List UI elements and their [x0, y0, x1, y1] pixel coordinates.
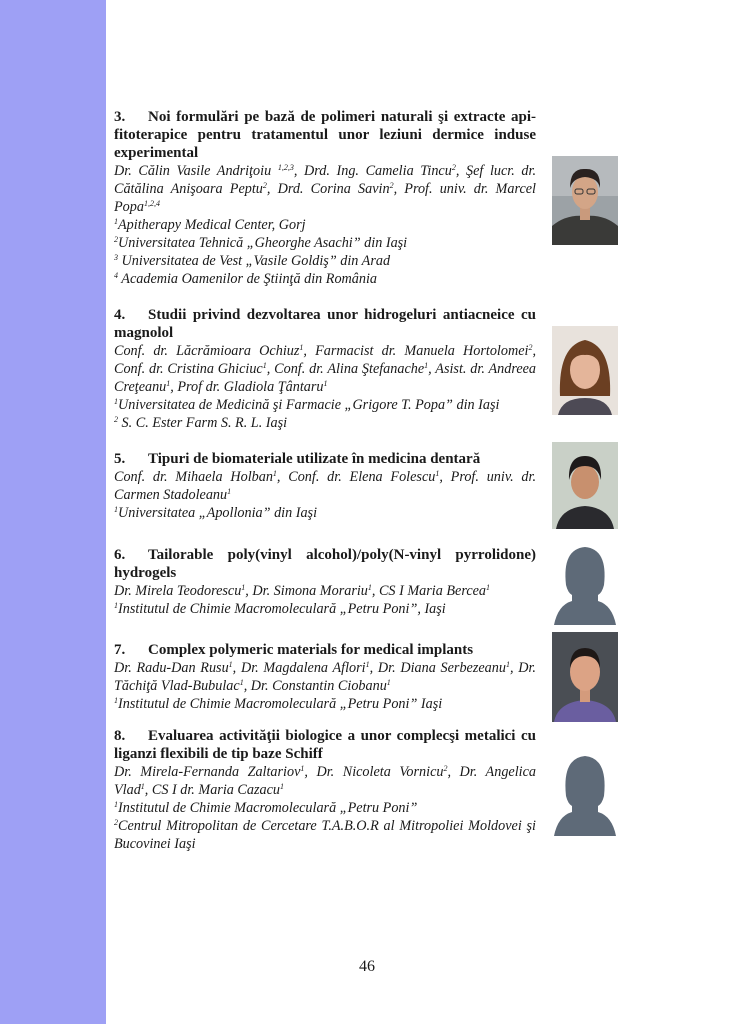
- affiliation: $^2$Universitatea Tehnică „Gheorghe Asachi” din Iaşi: [114, 235, 408, 251]
- affiliation: $^1$Universitatea de Medicină şi Farmacie „Grigore T. Popa” din Iaşi: [114, 397, 500, 413]
- entry-authors: Dr. Călin Vasile Andriţoiu $^{1,2,3}$, Drd. Ing. Camelia Tincu$^2$, Şef lucr. dr. Cătălina Anişoara Peptu$^2$, Drd. Corina Savin$^2$, Prof. univ. dr. Marcel Popa$^{1,2,4}$: [114, 163, 537, 215]
- author: , Farmacist dr. Manuela Hortolomei: [303, 343, 529, 359]
- author-photo: [552, 326, 618, 415]
- entry-number: 4.: [114, 307, 126, 323]
- affiliation: $^1$Universitatea „Apollonia” din Iaşi: [114, 505, 318, 521]
- author: , Dr. Nicoleta Vornicu: [304, 764, 444, 780]
- silhouette-placeholder-icon: [552, 746, 618, 836]
- author: , Dr. Constantin Ciobanu: [243, 678, 387, 694]
- entry-4: [114, 306, 536, 432]
- entry-title-text: Studii privind dezvoltarea unor hidrogeluri antiacneice cu magnolol: [114, 307, 536, 341]
- entry-number: 8.: [114, 728, 126, 744]
- author: , Prof dr. Gladiola Ţântaru: [170, 379, 324, 395]
- entry-authors: Dr. Mirela Teodorescu$^1$, Dr. Simona Morariu$^1$, CS I Maria Bercea$^1$: [114, 583, 491, 599]
- author: , Drd. Corina Savin: [266, 181, 390, 197]
- author: , Dr. Simona Morariu: [245, 583, 368, 599]
- entry-authors: Conf. dr. Lăcrămioara Ochiuz$^1$, Farmacist dr. Manuela Hortolomei$^2$, Conf. dr. Cristina Ghiciuc$^1$, Conf. dr. Alina Ştefanache$^1$, Asist. dr. Andreea Creţeanu$^1$, Prof dr. Gladiola Ţântaru$^1$: [114, 343, 537, 395]
- author: , Prof. univ. dr. Marcel Popa: [114, 181, 536, 215]
- affiliation: $^3$ Universitatea de Vest „Vasile Goldiş” din Arad: [114, 253, 391, 269]
- entry-authors: Conf. dr. Mihaela Holban$^1$, Conf. dr. Elena Folescu$^1$, Prof. univ. dr. Carmen Stadoleanu$^1$: [114, 469, 536, 503]
- author: , Conf. dr. Cristina Ghiciuc: [114, 343, 537, 377]
- author: , CS I Maria Bercea: [371, 583, 487, 599]
- author: , Dr. Angelica Vlad: [114, 764, 536, 798]
- entry-title-text: Tailorable poly(vinyl alcohol)/poly(N-vinyl pyrrolidone) hydrogels: [114, 547, 536, 581]
- entry-title-text: Evaluarea activităţii biologice a unor complecşi metalici cu liganzi flexibili de tip baze Schiff: [114, 728, 536, 762]
- author: Dr. Radu-Dan Rusu: [114, 660, 229, 676]
- author: Dr. Călin Vasile Andriţoiu: [114, 163, 278, 179]
- entry-title: [114, 546, 536, 582]
- author-photo: [552, 632, 618, 722]
- author: Dr. Mirela Teodorescu: [114, 583, 242, 599]
- affiliation: $^2$ S. C. Ester Farm S. R. L. Iaşi: [114, 415, 288, 431]
- affiliation: $^1$Institutul de Chimie Macromoleculară „Petru Poni”: [114, 800, 418, 816]
- page-sidebar-band: [0, 0, 106, 1024]
- entry-title: [114, 450, 536, 468]
- affiliation: $^1$Institutul de Chimie Macromoleculară „Petru Poni” Iaşi: [114, 696, 443, 712]
- entry-number: 5.: [114, 451, 126, 467]
- author: , Asist. dr. Andreea Creţeanu: [114, 361, 537, 395]
- entry-title-text: Noi formulări pe bază de polimeri naturali şi extracte api-fitoterapice pentru tratamentul unor leziuni dermice induse experimental: [114, 109, 536, 161]
- entry-title: [114, 306, 536, 342]
- author: Conf. dr. Lăcrămioara Ochiuz: [114, 343, 300, 359]
- entry-6: [114, 546, 536, 618]
- entry-number: 3.: [114, 109, 126, 125]
- entry-5: [114, 450, 536, 522]
- entry-authors: Dr. Mirela-Fernanda Zaltariov$^1$, Dr. Nicoleta Vornicu$^2$, Dr. Angelica Vlad$^1$, CS I dr. Maria Cazacu$^1$: [114, 764, 536, 798]
- entry-3: [114, 108, 536, 288]
- entry-title: [114, 727, 536, 763]
- entry-title: [114, 641, 536, 659]
- silhouette-placeholder-icon: [552, 537, 618, 625]
- entry-8: [114, 727, 536, 853]
- entry-title: [114, 108, 536, 162]
- affiliation: $^1$Apitherapy Medical Center, Gorj: [114, 217, 306, 233]
- author: , Drd. Ing. Camelia Tincu: [293, 163, 452, 179]
- entry-7: [114, 641, 536, 713]
- affiliation: $^1$Institutul de Chimie Macromoleculară „Petru Poni”, Iaşi: [114, 601, 446, 617]
- author: , Dr. Diana Serbezeanu: [369, 660, 506, 676]
- entry-title-text: Tipuri de biomateriale utilizate în medicina dentară: [148, 451, 481, 467]
- author: Conf. dr. Mihaela Holban: [114, 469, 273, 485]
- page-number: 46: [359, 958, 375, 975]
- entry-title-text: Complex polymeric materials for medical implants: [148, 642, 474, 658]
- affiliation: $^2$Centrul Mitropolitan de Cercetare T.A.B.O.R al Mitropoliei Moldovei şi Bucovinei Iaşi: [114, 818, 536, 852]
- author: , Conf. dr. Elena Folescu: [276, 469, 436, 485]
- author: , Dr. Magdalena Aflori: [232, 660, 366, 676]
- author: Dr. Mirela-Fernanda Zaltariov: [114, 764, 301, 780]
- entry-authors: Dr. Radu-Dan Rusu$^1$, Dr. Magdalena Aflori$^1$, Dr. Diana Serbezeanu$^1$, Dr. Tăchiţă Vlad-Bubulac$^1$, Dr. Constantin Ciobanu$^1$: [114, 660, 536, 694]
- author: , Dr. Tăchiţă Vlad-Bubulac: [114, 660, 536, 694]
- author: , Conf. dr. Alina Ştefanache: [266, 361, 425, 377]
- entry-number: 7.: [114, 642, 126, 658]
- affiliation: $^4$ Academia Oamenilor de Ştiinţă din România: [114, 271, 378, 287]
- entry-number: 6.: [114, 547, 126, 563]
- author-photo: [552, 156, 618, 245]
- author: , Prof. univ. dr. Carmen Stadoleanu: [114, 469, 536, 503]
- author: , Şef lucr. dr. Cătălina Anişoara Peptu: [114, 163, 537, 197]
- author: , CS I dr. Maria Cazacu: [144, 782, 280, 798]
- author-photo: [552, 442, 618, 529]
